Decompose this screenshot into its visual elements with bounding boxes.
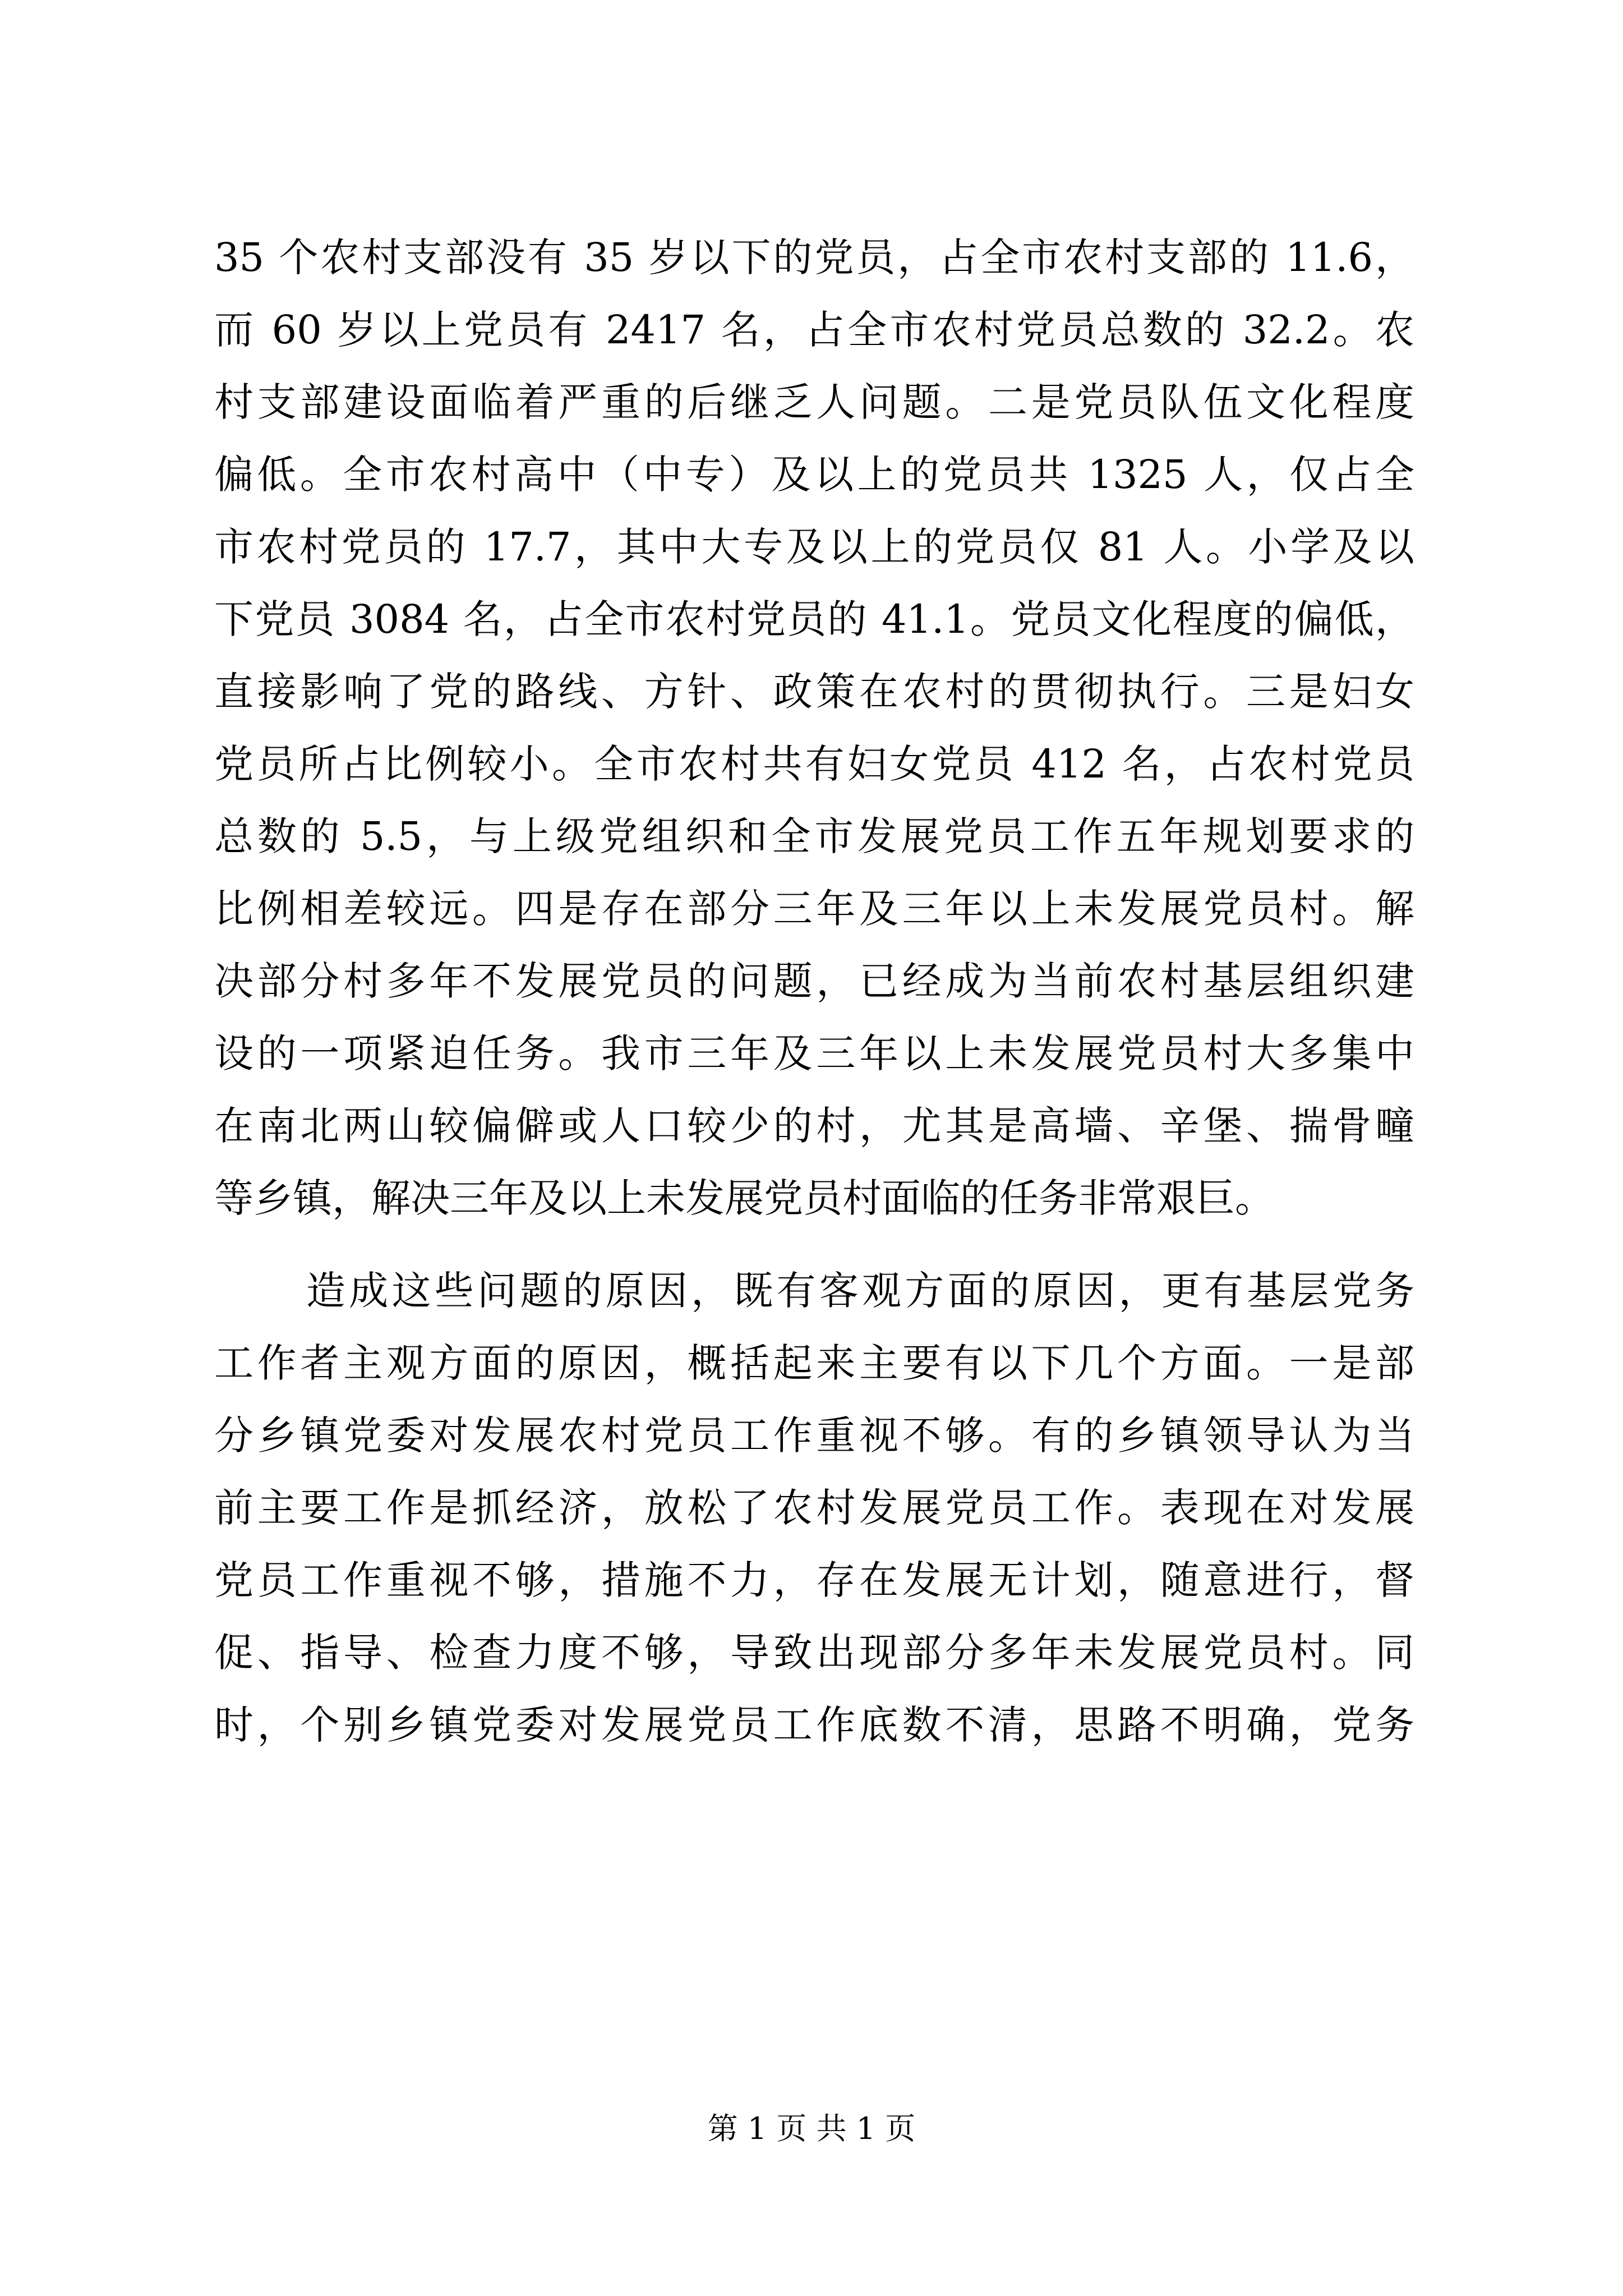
text-line: 前主要工作是抓经济，放松了农村发展党员工作。表现在对发展 [214,1485,1414,1531]
text-line: 设的一项紧迫任务。我市三年及三年以上未发展党员村大多集中 [214,1030,1414,1076]
text-line: 下党员 3084 名，占全市农村党员的 41.1。党员文化程度的偏低， [214,596,1414,642]
text-line: 比例相差较远。四是存在部分三年及三年以上未发展党员村。解 [214,886,1414,932]
text-line: 等乡镇，解决三年及以上未发展党员村面临的任务非常艰巨。 [214,1175,1274,1221]
page-footer [0,2109,1623,2148]
text-line: 工作者主观方面的原因，概括起来主要有以下几个方面。一是部 [214,1340,1414,1386]
page-number-label: 第 1 页 共 1 页 [707,2111,916,2146]
text-line: 党员所占比例较小。全市农村共有妇女党员 412 名，占农村党员 [214,741,1414,787]
text-line: 35 个农村支部没有 35 岁以下的党员，占全市农村支部的 11.6， [214,234,1414,280]
text-line: 总数的 5.5，与上级党组织和全市发展党员工作五年规划要求的 [214,813,1414,859]
text-line: 造成这些问题的原因，既有客观方面的原因，更有基层党务 [306,1268,1414,1314]
paragraph-1 [214,222,1414,1235]
document-body [214,222,1414,1761]
text-line: 在南北两山较偏僻或人口较少的村，尤其是高墙、辛堡、揣骨疃 [214,1103,1414,1149]
text-line: 时，个别乡镇党委对发展党员工作底数不清，思路不明确，党务 [214,1702,1414,1748]
text-line: 决部分村多年不发展党员的问题，已经成为当前农村基层组织建 [214,958,1414,1004]
text-line: 而 60 岁以上党员有 2417 名，占全市农村党员总数的 32.2。农 [214,307,1414,353]
text-line: 分乡镇党委对发展农村党员工作重视不够。有的乡镇领导认为当 [214,1412,1414,1458]
text-line: 村支部建设面临着严重的后继乏人问题。二是党员队伍文化程度 [214,379,1414,425]
text-line: 直接影响了党的路线、方针、政策在农村的贯彻执行。三是妇女 [214,669,1414,715]
paragraph-spacer [214,1235,1414,1255]
paragraph-2 [214,1255,1414,1761]
text-line: 市农村党员的 17.7，其中大专及以上的党员仅 81 人。小学及以 [214,524,1414,570]
text-line: 偏低。全市农村高中（中专）及以上的党员共 1325 人，仅占全 [214,452,1414,498]
text-line: 党员工作重视不够，措施不力，存在发展无计划，随意进行，督 [214,1557,1414,1603]
text-line: 促、指导、检查力度不够，导致出现部分多年未发展党员村。同 [214,1630,1414,1676]
